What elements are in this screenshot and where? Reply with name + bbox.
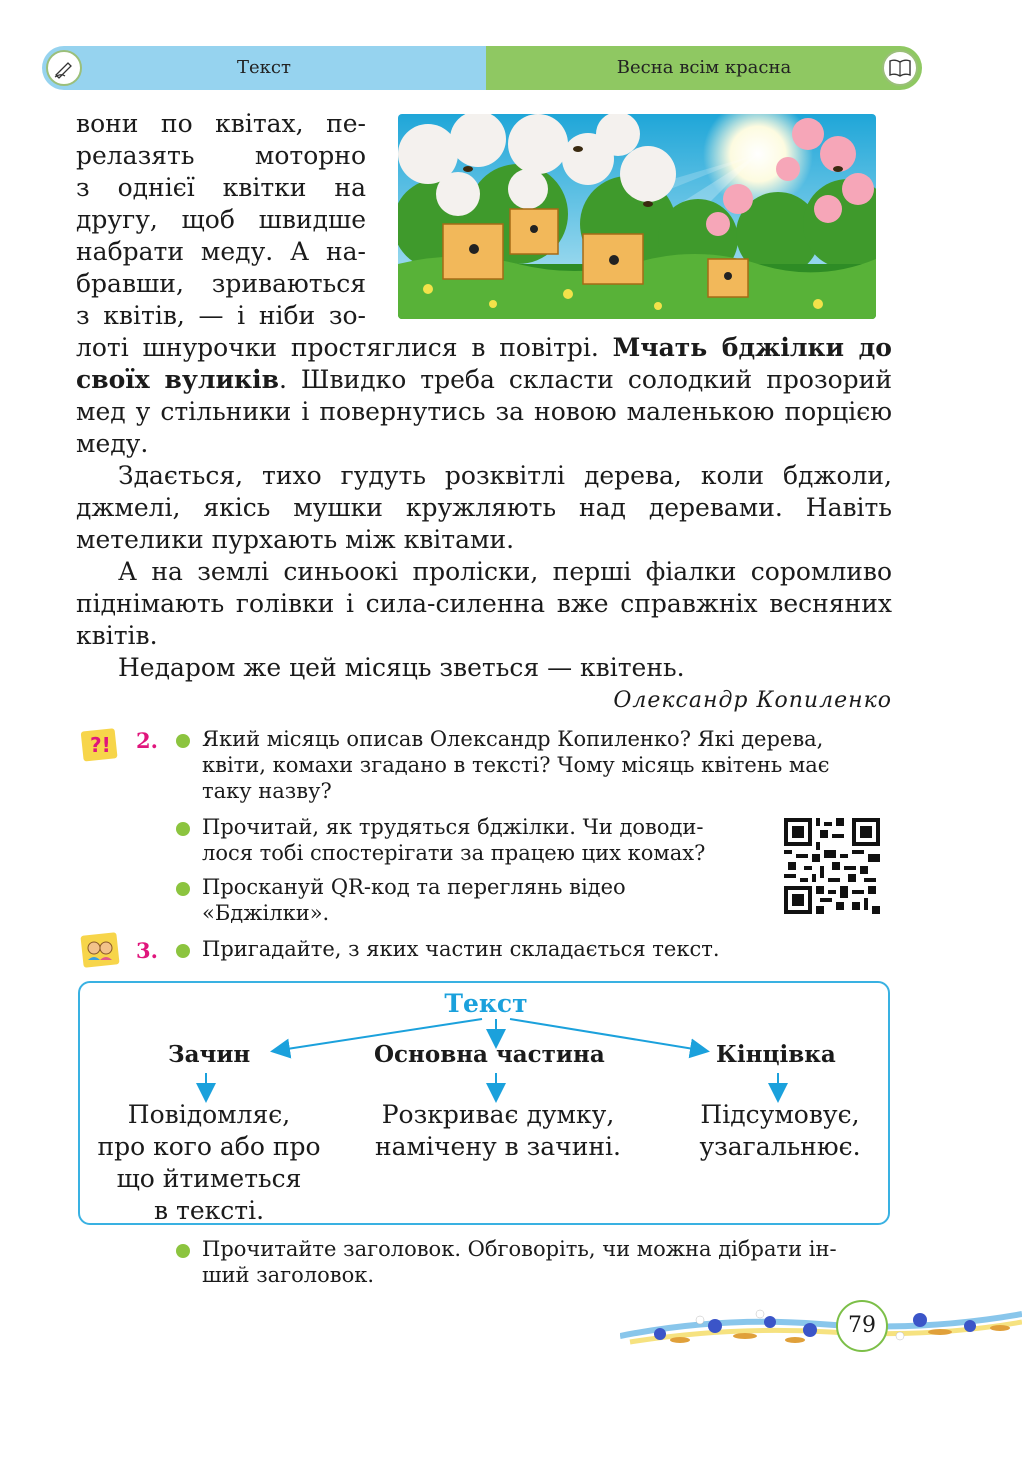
bullet-icon [176,1244,190,1258]
story-paragraph-1 [76,332,892,460]
task-number: 3. [136,938,158,963]
scheme-part-ending: Кінцівка [716,1041,836,1068]
task-line: ший заголовок. [202,1263,375,1287]
flower-garland-decoration [620,1296,1022,1364]
story-line: набрати меду. А на- [76,237,366,266]
description-line: про кого або про [97,1132,321,1161]
beehive-orchard-illustration [398,114,876,319]
task-2-text [202,726,830,804]
story-opening-lines [76,108,366,332]
page-header [42,46,922,90]
task-2c-text [202,874,626,926]
task-2b-text [202,814,705,866]
description-line: намічену в зачині. [374,1132,621,1161]
description-line: Повідомляє, [127,1100,291,1129]
description-line: що йтиметься [116,1164,302,1193]
story-paragraph-3: А на землі синьоокі проліски, перші фіалки соромливо піднімають голівки і сила-силенна вже справжніх весняних квітів. [76,557,892,650]
task-line: квіти, комахи згадано в тексті? Чому місяць квітень має [202,753,830,777]
story-paragraph-4: Недаром же цей місяць зветься — квітень. [118,653,685,682]
bullet-icon [176,882,190,896]
story-line: з однієї квітки на [76,173,366,202]
scheme-ending-description [670,1099,890,1163]
bullet-icon [176,734,190,748]
scheme-part-main: Основна частина [374,1041,605,1068]
task-line: Прочитай, як трудяться бджілки. Чи доводи- [202,815,704,839]
task-3-text: Пригадайте, з яких частин складається текст. [202,937,720,961]
scheme-main-description [348,1099,648,1163]
story-line: з квітів, — і ніби зо- [76,301,366,330]
scheme-intro-description [84,1099,334,1227]
paragraph-text: лоті шнурочки простяглися в повітрі. [76,333,613,362]
task-3b-text [202,1236,837,1288]
task-number: 2. [136,728,158,753]
story-line: вони по квітах, пе- [76,109,366,138]
task-line: Проскануй QR-код та переглянь відео [202,875,626,899]
header-chapter-title: Весна всім красна [486,46,922,90]
svg-text:?!: ?! [90,733,111,757]
question-sticker-icon [78,724,122,768]
header-section-label: Текст [42,46,486,90]
text-structure-scheme [78,981,890,1225]
book-icon [882,50,918,86]
paragraph-text: . Швидко треба скласти солодкий прозорий мед у стільники і повернутись за новою маленькою порцією меду. [76,365,892,458]
pen-icon [46,50,82,86]
bullet-icon [176,822,190,836]
scheme-title: Текст [444,989,528,1018]
task-line: таку назву? [202,779,332,803]
story-paragraph-2: Здається, тихо гудуть розквітлі дерева, коли бджоли, джмелі, якісь мушки кружляють над деревами. Навіть метелики пурхають між квітами. [76,461,892,554]
story-line: релазять моторно [76,141,366,170]
task-line: Який місяць описав Олександр Копиленко? Які дерева, [202,727,824,751]
task-line: «Бджілки». [202,901,330,925]
scheme-part-intro: Зачин [168,1041,251,1068]
qr-code-icon[interactable] [784,818,880,918]
description-line: Розкриває думку, [381,1100,615,1129]
description-line: узагальнює. [699,1132,861,1161]
task-line: Прочитайте заголовок. Обговоріть, чи можна дібрати ін- [202,1237,837,1261]
task-line: лося тобі спостерігати за працею цих комах? [202,841,706,865]
page-number: 79 [836,1300,888,1352]
story-line: бравши, зриваються [76,269,366,298]
emphasized-text: Мчать бджілки до своїх вуликів [76,333,892,394]
story-line: другу, щоб швидше [76,205,366,234]
description-line: в тексті. [153,1196,265,1225]
description-line: Підсумовує, [700,1100,860,1129]
story-author: Олександр Копиленко [613,688,892,713]
bullet-icon [176,944,190,958]
pair-work-sticker-icon [78,930,124,974]
